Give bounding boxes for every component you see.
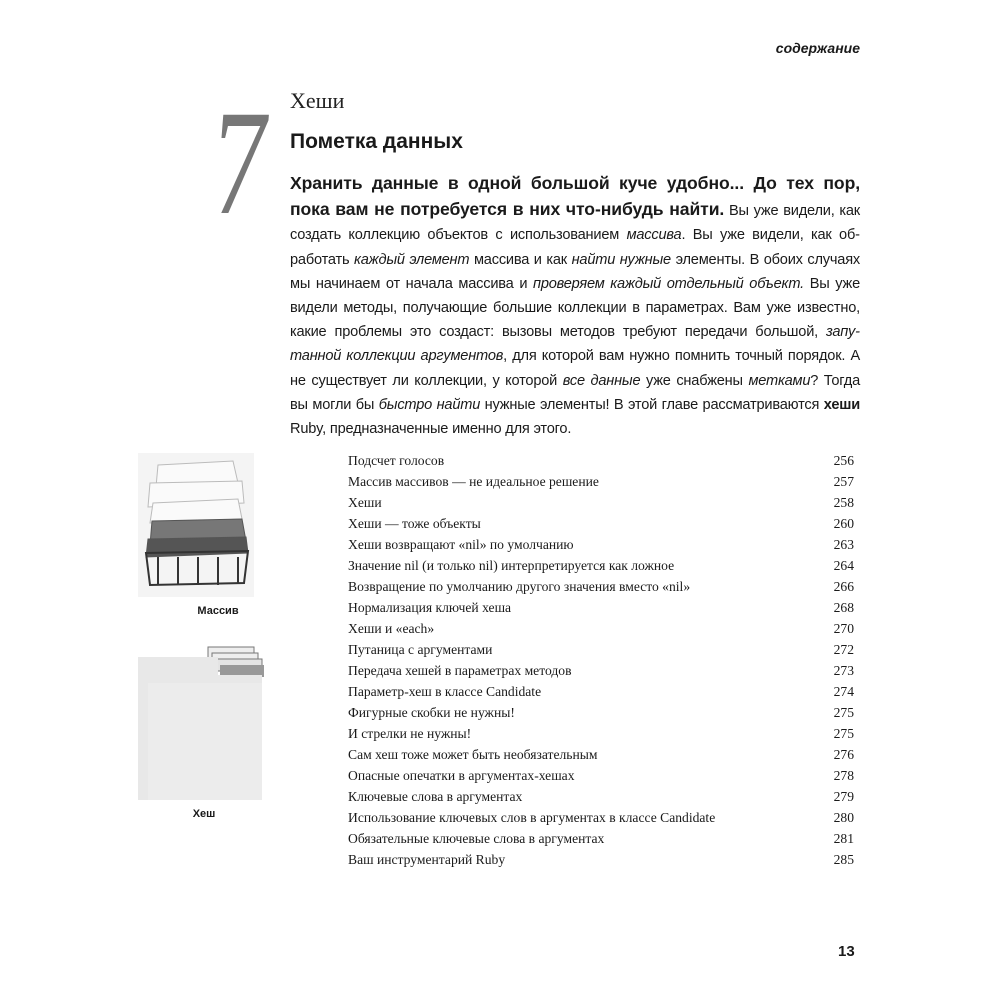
toc-entry[interactable] <box>348 597 854 618</box>
hash-folder-illustration <box>138 645 264 800</box>
toc-entry-page: 258 <box>833 495 854 510</box>
chapter-number: 7 <box>205 80 275 246</box>
intro-text-segment: Ruby, предназначенные именно для этого. <box>290 421 572 438</box>
chapter-intro <box>290 171 860 441</box>
array-caption: Массив <box>197 605 239 617</box>
toc-entry-title: Хеши и «each» <box>348 621 435 636</box>
toc-entry-title: Передача хешей в параметрах методов <box>348 663 572 678</box>
toc-entry-page: 273 <box>833 663 854 678</box>
intro-text-segment: нужные элементы! В этой главе рассматриваются <box>480 396 824 413</box>
toc-entry[interactable] <box>348 618 854 639</box>
toc-entry-title: Хеши возвращают «nil» по умолчанию <box>348 537 574 552</box>
intro-lead: Хранить данные в одной большой куче удобно... До тех пор, пока вам не потребуется в них что-нибудь найти. <box>290 173 860 220</box>
intro-text-segment: . Вы уже видели, как обработать <box>290 227 860 268</box>
toc-entry-page: 279 <box>833 789 854 804</box>
toc-entry-title: Использование ключевых слов в аргументах в классе Candidate <box>348 810 716 825</box>
intro-text-segment: метками <box>748 372 811 389</box>
intro-text-segment: массива <box>626 227 682 244</box>
intro-text-segment: все данные <box>562 372 641 389</box>
toc-entry-page: 278 <box>833 768 854 783</box>
intro-text-segment: найти нужные <box>571 251 671 268</box>
toc-entry-title: Возвращение по умолчанию другого значения вместо «nil» <box>348 579 691 594</box>
toc-entry-page: 276 <box>833 747 854 762</box>
chapter-name: Хеши <box>290 88 345 113</box>
intro-text-segment: быстро найти <box>378 396 481 413</box>
toc-entry-page: 274 <box>833 684 854 699</box>
toc-entry[interactable] <box>348 450 854 471</box>
toc-entry[interactable] <box>348 471 854 492</box>
intro-text-segment: хеши <box>823 396 860 413</box>
intro-text-segment: , для которой вам нужно помнить точный порядок. А не существует ли коллекции, у которой <box>290 348 860 389</box>
toc-entry[interactable] <box>348 534 854 555</box>
toc-entry-title: Нормализация ключей хеша <box>348 600 512 615</box>
toc-entry-page: 275 <box>833 726 854 741</box>
toc-entry-page: 263 <box>833 537 854 552</box>
toc-entry[interactable] <box>348 576 854 597</box>
intro-text-segment: Вы уже видели методы, получающие большие коллекции в параметрах. Вам уже известно, какие проблемы это создаст: вызовы методов требуют передачи большой, <box>290 275 860 341</box>
toc-entry[interactable] <box>348 849 854 870</box>
toc-entry-title: Ваш инструментарий Ruby <box>348 852 506 867</box>
toc-entry[interactable] <box>348 744 854 765</box>
toc-entry-title: И стрелки не нужны! <box>348 726 472 741</box>
toc-entry-title: Опасные опечатки в аргументах-хешах <box>348 768 575 783</box>
toc-entry[interactable] <box>348 492 854 513</box>
toc-entry-page: 285 <box>833 852 854 867</box>
intro-text-segment: массива и как <box>469 251 572 268</box>
toc-entry[interactable] <box>348 828 854 849</box>
chapter-title: Пометка данных <box>290 130 463 153</box>
toc-entry-title: Хеши — тоже объекты <box>348 516 481 531</box>
toc-entry-page: 272 <box>833 642 854 657</box>
hash-caption: Хеш <box>192 808 216 820</box>
intro-text-segment: запутанной коллекции аргументов <box>290 324 860 365</box>
toc-entry-page: 280 <box>833 810 854 825</box>
intro-text-segment: Вы уже видели, как создать коллекцию объектов с использованием <box>290 203 860 244</box>
toc-entry[interactable] <box>348 639 854 660</box>
intro-text-segment: каждый элемент <box>354 251 470 268</box>
intro-text-segment: проверяем каждый отдельный объект. <box>532 275 804 292</box>
table-of-contents <box>348 450 854 870</box>
intro-text-segment: уже снабжены <box>640 372 749 389</box>
toc-entry-title: Хеши <box>348 495 382 510</box>
toc-entry-title: Обязательные ключевые слова в аргументах <box>348 831 605 846</box>
toc-entry-page: 260 <box>833 516 854 531</box>
toc-entry-page: 256 <box>833 453 854 468</box>
toc-entry-title: Значение nil (и только nil) интерпретируется как ложное <box>348 558 675 573</box>
running-head: содержание <box>775 40 860 56</box>
toc-entry[interactable] <box>348 723 854 744</box>
toc-entry-title: Фигурные скобки не нужны! <box>348 705 515 720</box>
toc-entry-title: Параметр-хеш в классе Candidate <box>348 684 542 699</box>
toc-entry[interactable] <box>348 555 854 576</box>
toc-entry-page: 266 <box>833 579 854 594</box>
intro-text-segment: элементы. В обоих случаях мы начинаем от начала массива и <box>290 251 861 292</box>
toc-entry[interactable] <box>348 681 854 702</box>
toc-entry[interactable] <box>348 807 854 828</box>
toc-entry-page: 281 <box>833 831 854 846</box>
toc-entry-title: Путаница с аргументами <box>348 642 493 657</box>
toc-entry[interactable] <box>348 513 854 534</box>
toc-entry[interactable] <box>348 702 854 723</box>
toc-entry-title: Ключевые слова в аргументах <box>348 789 523 804</box>
toc-entry-page: 275 <box>833 705 854 720</box>
array-illustration <box>138 453 254 597</box>
toc-entry-page: 257 <box>833 474 854 489</box>
toc-entry-title: Подсчет голосов <box>348 453 445 468</box>
toc-entry-title: Сам хеш тоже может быть необязательным <box>348 747 598 762</box>
toc-entry-page: 268 <box>833 600 854 615</box>
page-number: 13 <box>838 943 855 960</box>
toc-entry-title: Массив массивов — не идеальное решение <box>348 474 599 489</box>
toc-entry-page: 270 <box>833 621 854 636</box>
toc-entry-page: 264 <box>833 558 854 573</box>
toc-entry[interactable] <box>348 786 854 807</box>
intro-text-segment: ? Тогда вы могли бы <box>290 372 860 413</box>
toc-entry[interactable] <box>348 660 854 681</box>
toc-entry[interactable] <box>348 765 854 786</box>
